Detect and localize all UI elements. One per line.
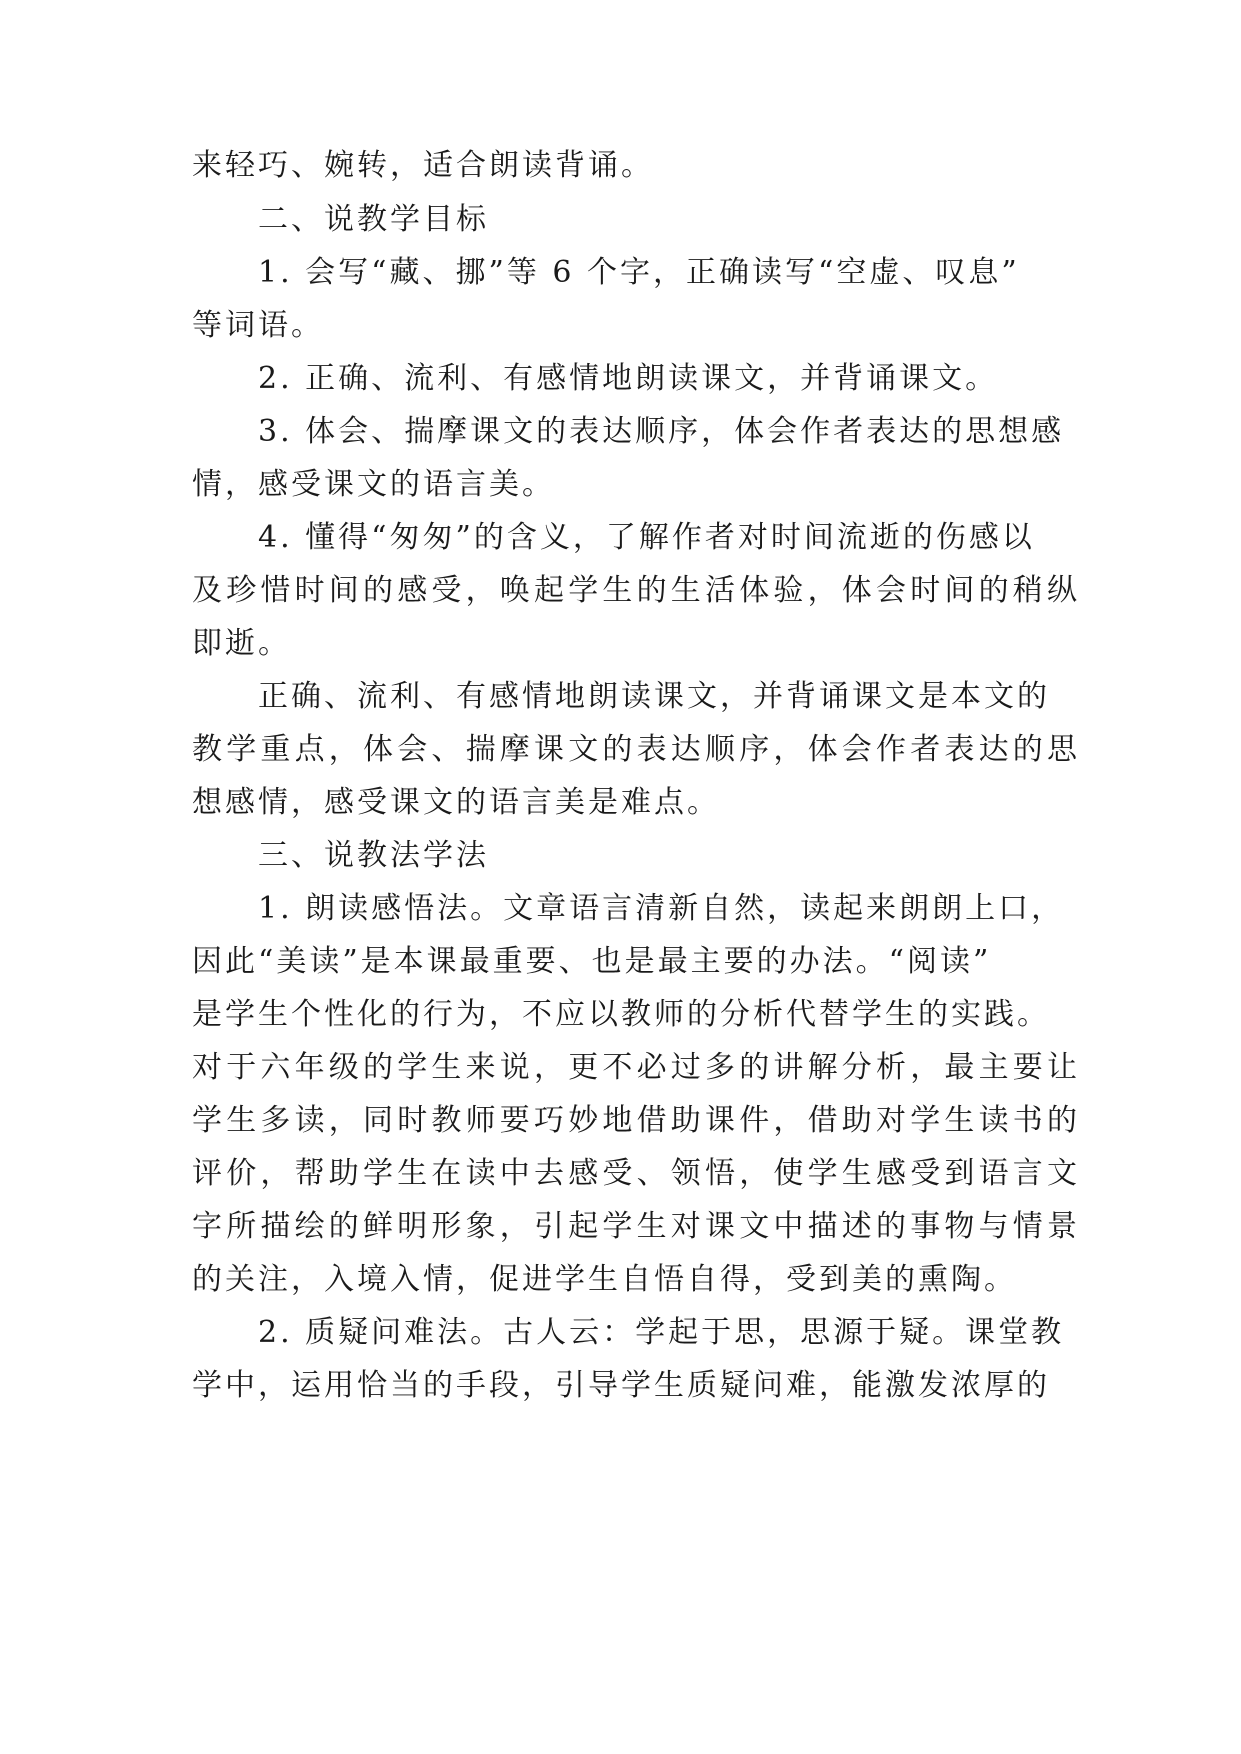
text-line: 教学重点，体会、揣摩课文的表达顺序，体会作者表达的思 (192, 732, 1082, 767)
text-line: 即逝。 (192, 626, 291, 661)
text-line: 来轻巧、婉转，适合朗读背诵。 (192, 148, 654, 183)
text-line: 学中，运用恰当的手段，引导学生质疑问难，能激发浓厚的 (192, 1368, 1050, 1403)
text-line: 及珍惜时间的感受，唤起学生的生活体验，体会时间的稍纵 (192, 573, 1082, 608)
text-line: 是学生个性化的行为，不应以教师的分析代替学生的实践。 (192, 997, 1050, 1032)
list-item: 3. 体会、揣摩课文的表达顺序，体会作者表达的思想感 (258, 414, 1065, 449)
section-heading: 三、说教法学法 (258, 838, 489, 873)
text-line: 学生多读，同时教师要巧妙地借助课件，借助对学生读书的 (192, 1103, 1082, 1138)
text-line: 因此“美读”是本课最重要、也是最主要的办法。“阅读” (192, 944, 992, 979)
list-item: 4. 懂得“匆匆”的含义，了解作者对时间流逝的伤感以 (258, 520, 1035, 555)
text-line: 等词语。 (192, 308, 324, 343)
list-item: 1. 会写“藏、挪”等 6 个字，正确读写“空虚、叹息” (258, 255, 1020, 290)
text-line: 情，感受课文的语言美。 (192, 467, 555, 502)
list-item: 1. 朗读感悟法。文章语言清新自然，读起来朗朗上口， (258, 891, 1065, 926)
text-line: 字所描绘的鲜明形象，引起学生对课文中描述的事物与情景 (192, 1209, 1082, 1244)
section-heading: 二、说教学目标 (258, 202, 489, 237)
text-line: 对于六年级的学生来说，更不必过多的讲解分析，最主要让 (192, 1050, 1082, 1085)
list-item: 2. 正确、流利、有感情地朗读课文，并背诵课文。 (258, 361, 999, 396)
list-item: 2. 质疑问难法。古人云：学起于思，思源于疑。课堂教 (258, 1315, 1065, 1350)
text-line: 评价，帮助学生在读中去感受、领悟，使学生感受到语言文 (192, 1156, 1082, 1191)
text-line: 的关注，入境入情，促进学生自悟自得，受到美的熏陶。 (192, 1262, 1017, 1297)
paragraph-line: 正确、流利、有感情地朗读课文，并背诵课文是本文的 (258, 679, 1050, 714)
text-line: 想感情，感受课文的语言美是难点。 (192, 785, 720, 820)
